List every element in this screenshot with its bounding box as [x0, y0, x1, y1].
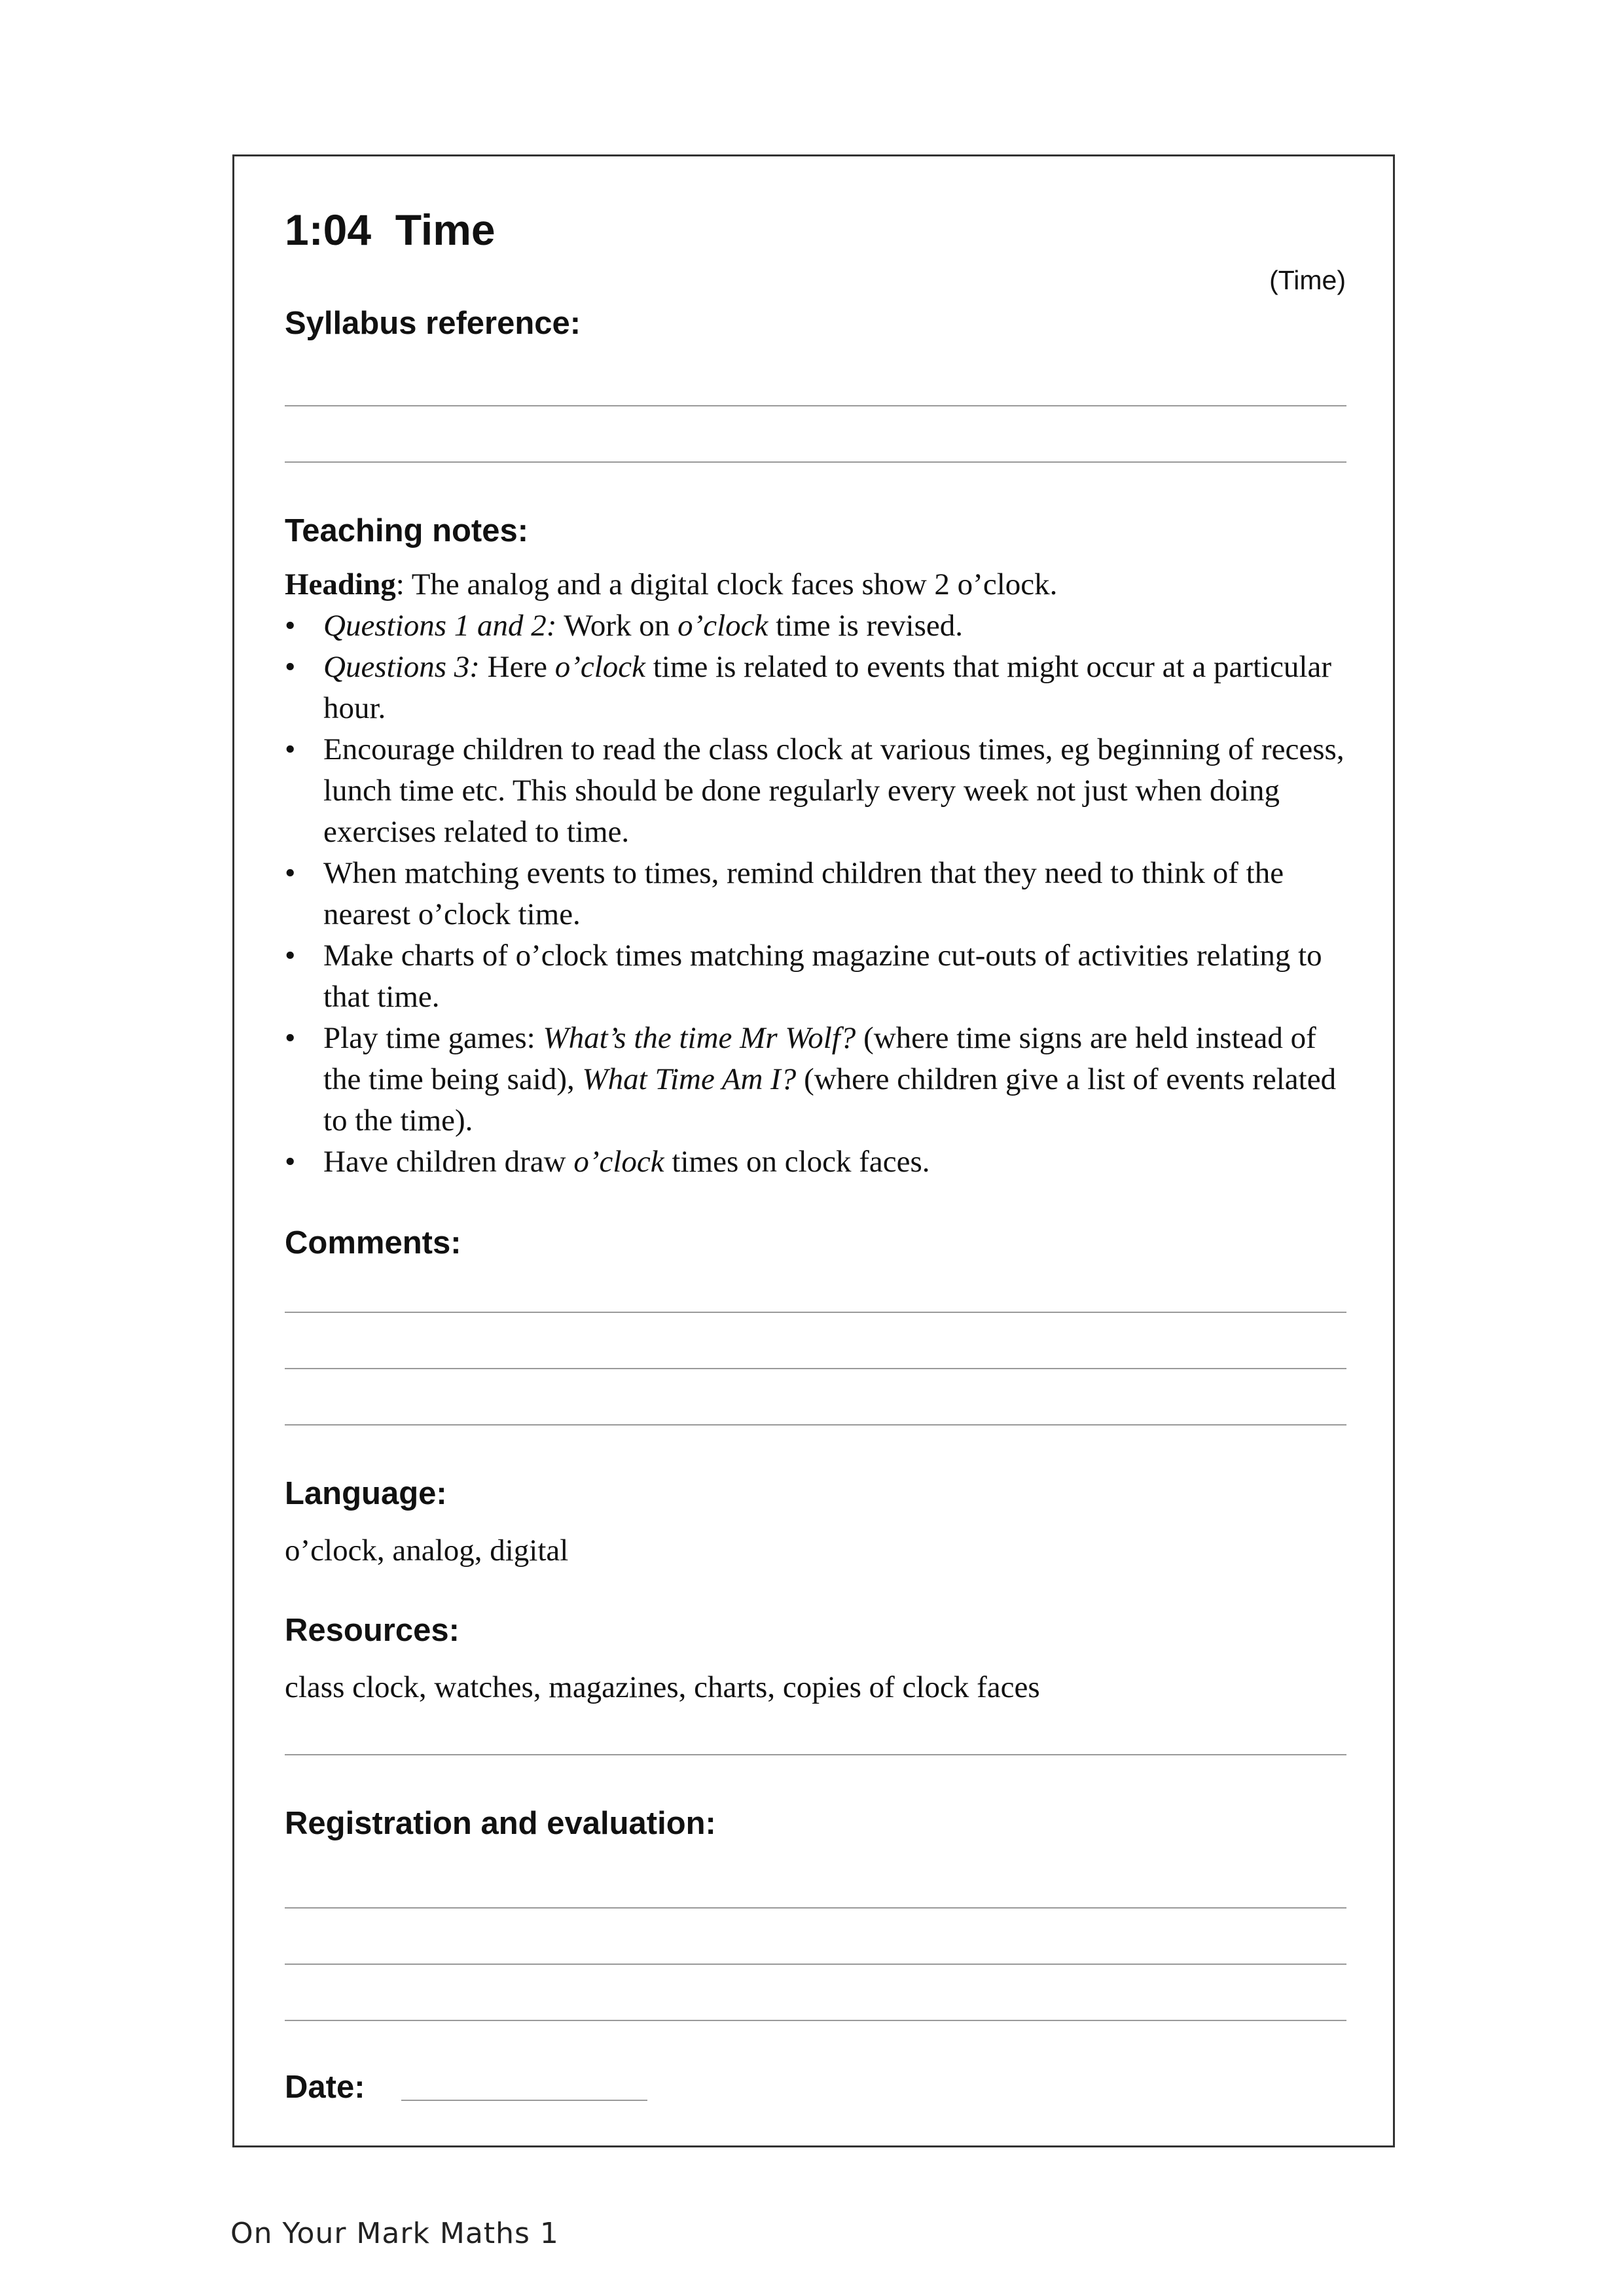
registration-line-3: [285, 2020, 1346, 2021]
date-field-line[interactable]: [401, 2100, 647, 2101]
notes-text: times on clock faces.: [664, 1145, 930, 1179]
registration-heading: Registration and evaluation:: [285, 1806, 716, 1841]
notes-heading-label: Heading: [285, 567, 396, 601]
comments-line-3: [285, 1424, 1346, 1426]
notes-text: time is revised.: [768, 609, 963, 643]
notes-text: Work on: [556, 609, 678, 643]
list-item: [285, 1018, 1345, 1141]
notes-heading-line: [285, 564, 1345, 605]
notes-italic: What Time Am I?: [582, 1062, 797, 1096]
registration-line-1: [285, 1907, 1346, 1909]
page-title: 1:04 Time: [285, 206, 496, 254]
list-item: [285, 729, 1345, 853]
notes-text: Play time games:: [323, 1021, 543, 1055]
notes-italic: Questions 1 and 2:: [323, 609, 557, 643]
bullet-icon: •: [285, 650, 296, 684]
resources-heading: Resources:: [285, 1613, 460, 1648]
notes-text: (where time signs are held instead of the time being said),: [323, 1021, 1316, 1096]
syllabus-heading: Syllabus reference:: [285, 306, 581, 341]
comments-line-2: [285, 1368, 1346, 1369]
page-footer: On Your Mark Maths 1: [230, 2217, 559, 2250]
teaching-notes-body: [285, 564, 1345, 1183]
notes-text: Here: [479, 650, 555, 684]
list-item: [285, 605, 1345, 647]
notes-italic: o’clock: [554, 650, 646, 684]
notes-list: [285, 605, 1345, 1183]
syllabus-line-2: [285, 461, 1346, 463]
list-item: [285, 1141, 1345, 1183]
notes-italic: What’s the time Mr Wolf?: [543, 1021, 856, 1055]
bullet-icon: •: [285, 609, 296, 643]
notes-text: (where children give a list of events related to the time).: [323, 1062, 1337, 1138]
date-label: Date:: [285, 2070, 365, 2105]
bullet-icon: •: [285, 1145, 296, 1179]
registration-line-2: [285, 1964, 1346, 1965]
bullet-icon: •: [285, 856, 296, 890]
notes-italic: o’clock: [573, 1145, 664, 1179]
notes-italic: o’clock: [677, 609, 768, 643]
list-item: [285, 853, 1345, 935]
bullet-icon: •: [285, 732, 296, 766]
notes-text: time is related to events that might occur at a particular hour.: [323, 650, 1332, 725]
resources-text: class clock, watches, magazines, charts, copies of clock faces: [285, 1670, 1040, 1704]
list-item: [285, 935, 1345, 1018]
strand-label: (Time): [1269, 265, 1346, 295]
comments-heading: Comments:: [285, 1225, 461, 1261]
list-item: [285, 647, 1345, 729]
bullet-icon: •: [285, 939, 296, 973]
notes-text: Have children draw: [323, 1145, 574, 1179]
notes-text: When matching events to times, remind children that they need to think of the nearest o’clock time.: [323, 856, 1284, 931]
resources-line: [285, 1754, 1346, 1755]
syllabus-line-1: [285, 405, 1346, 406]
language-text: o’clock, analog, digital: [285, 1534, 569, 1568]
teaching-notes-heading: Teaching notes:: [285, 513, 529, 548]
bullet-icon: •: [285, 1021, 296, 1055]
language-heading: Language:: [285, 1476, 447, 1511]
notes-italic: Questions 3:: [323, 650, 480, 684]
notes-text: Encourage children to read the class clock at various times, eg beginning of recess, lunch time etc. This should be done regularly every week not just when doing exercises related to time.: [323, 732, 1344, 849]
notes-heading-text: : The analog and a digital clock faces show 2 o’clock.: [395, 567, 1058, 601]
notes-text: Make charts of o’clock times matching magazine cut-outs of activities relating to that time.: [323, 939, 1322, 1014]
comments-line-1: [285, 1312, 1346, 1313]
